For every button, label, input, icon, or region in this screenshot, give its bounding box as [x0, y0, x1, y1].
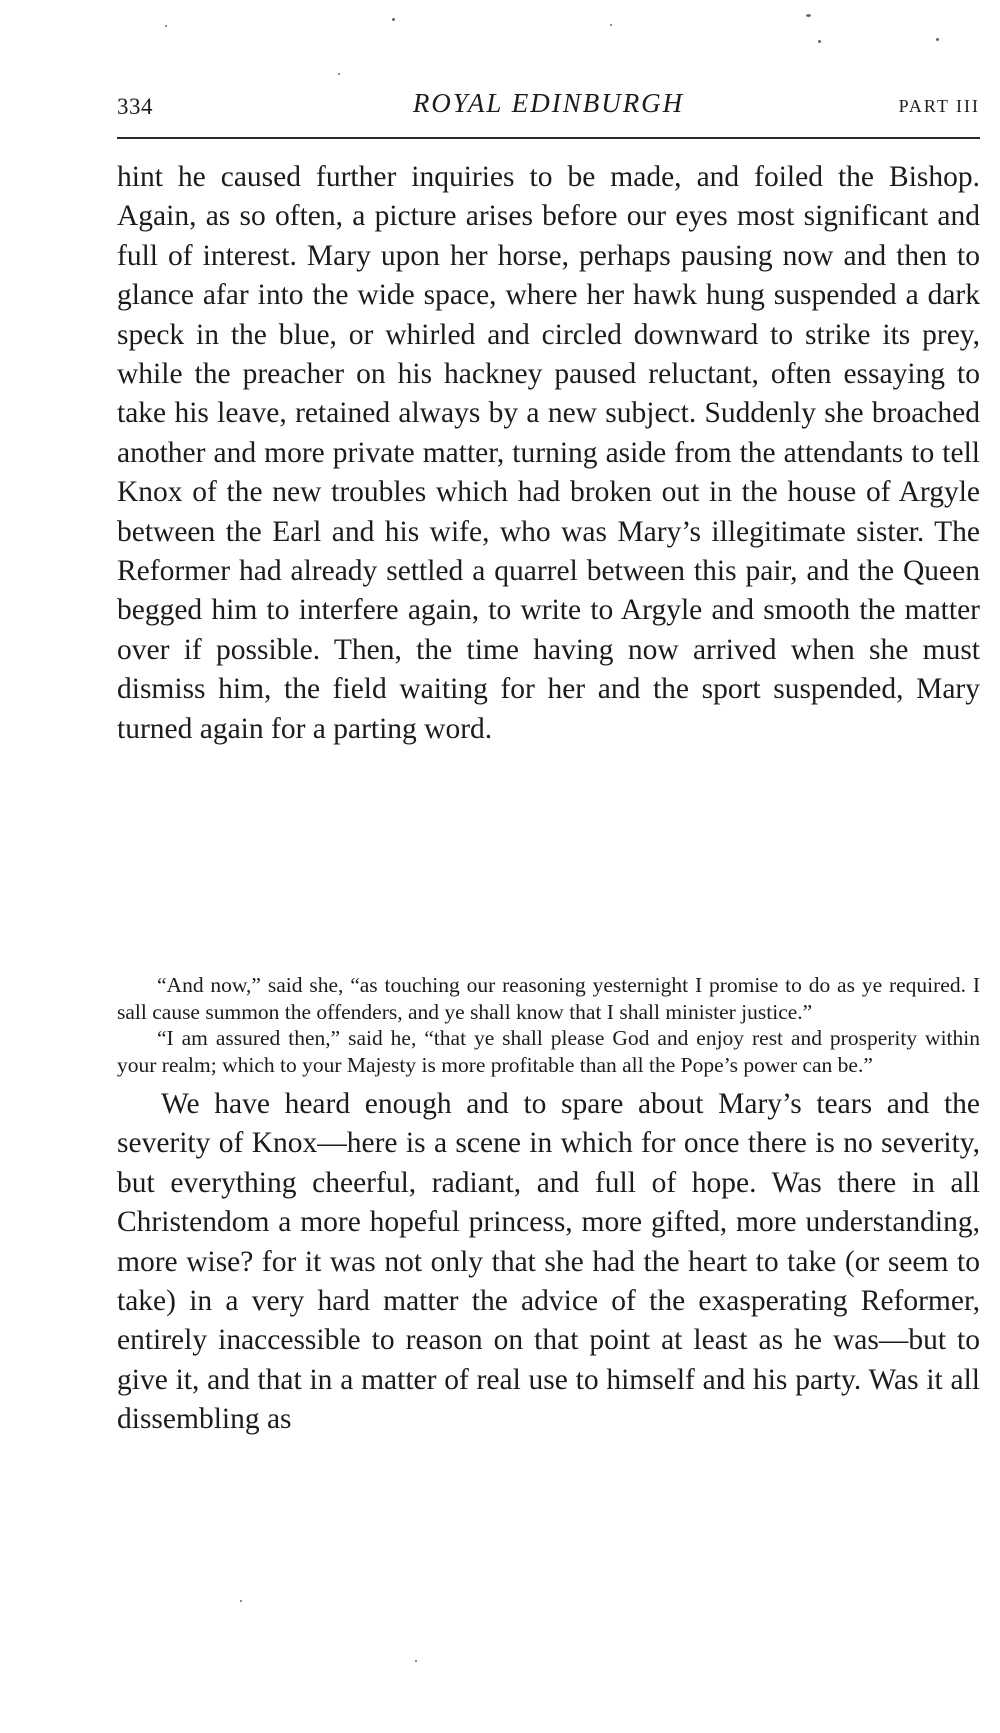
body-paragraph: We have heard enough and to spare about Mary’s tears and the severity of Knox—here is a scene in which for once there is no severity, but everything cheerful, radiant, and full of hope. Was there in all Christendom a more hopeful princess, more gifted, more understanding, more wise? for it was not only that she had the heart to take (or seem to take) in a very hard matter the advice of the exasperating Reformer, entirely inaccessible to reason on that point at least as he was—but to give it, and that in a matter of real use to himself and his party. Was it all dissembling as [117, 1088, 980, 1436]
page-number: 334 [117, 94, 153, 119]
page-header [117, 88, 980, 128]
body-paragraph: hint he caused further inquiries to be made, and foiled the Bishop. Again, as so often, a picture arises before our eyes most significant and full of interest. Mary upon her horse, perhaps pausing now and then to glance afar into the wide space, where her hawk hung suspended a dark speck in the blue, or whirled and circled downward to strike its prey, while the preacher on his hackney paused reluctant, often essaying to take his leave, retained always by a new subject. Suddenly she broached another and more private matter, turning aside from the attendants to tell Knox of the new troubles which had broken out in the house of Argyle between the Earl and his wife, who was Mary’s illegitimate sister. The Reformer had already settled a quarrel between this pair, and the Queen begged him to interfere again, to write to Argyle and smooth the matter over if possible. Then, the time having now arrived when she must dismiss him, the field waiting for her and the sport suspended, Mary turned again for a parting word. [117, 161, 980, 745]
header-rule [117, 137, 980, 139]
quote-paragraph: “And now,” said she, “as touching our reasoning yesternight I promise to do as ye required. I sall cause summon the offenders, and ye shall know that I shall minister justice.” [117, 973, 980, 1024]
quote-paragraph: “I am assured then,” said he, “that ye shall please God and enjoy rest and prosperity within your realm; which to your Majesty is more profitable than all the Pope’s power can be.” [117, 1026, 980, 1077]
running-title: ROYAL EDINBURGH [412, 88, 685, 118]
part-label: PART III [898, 96, 980, 116]
quoted-dialogue [117, 972, 980, 1078]
book-page [117, 0, 980, 1733]
